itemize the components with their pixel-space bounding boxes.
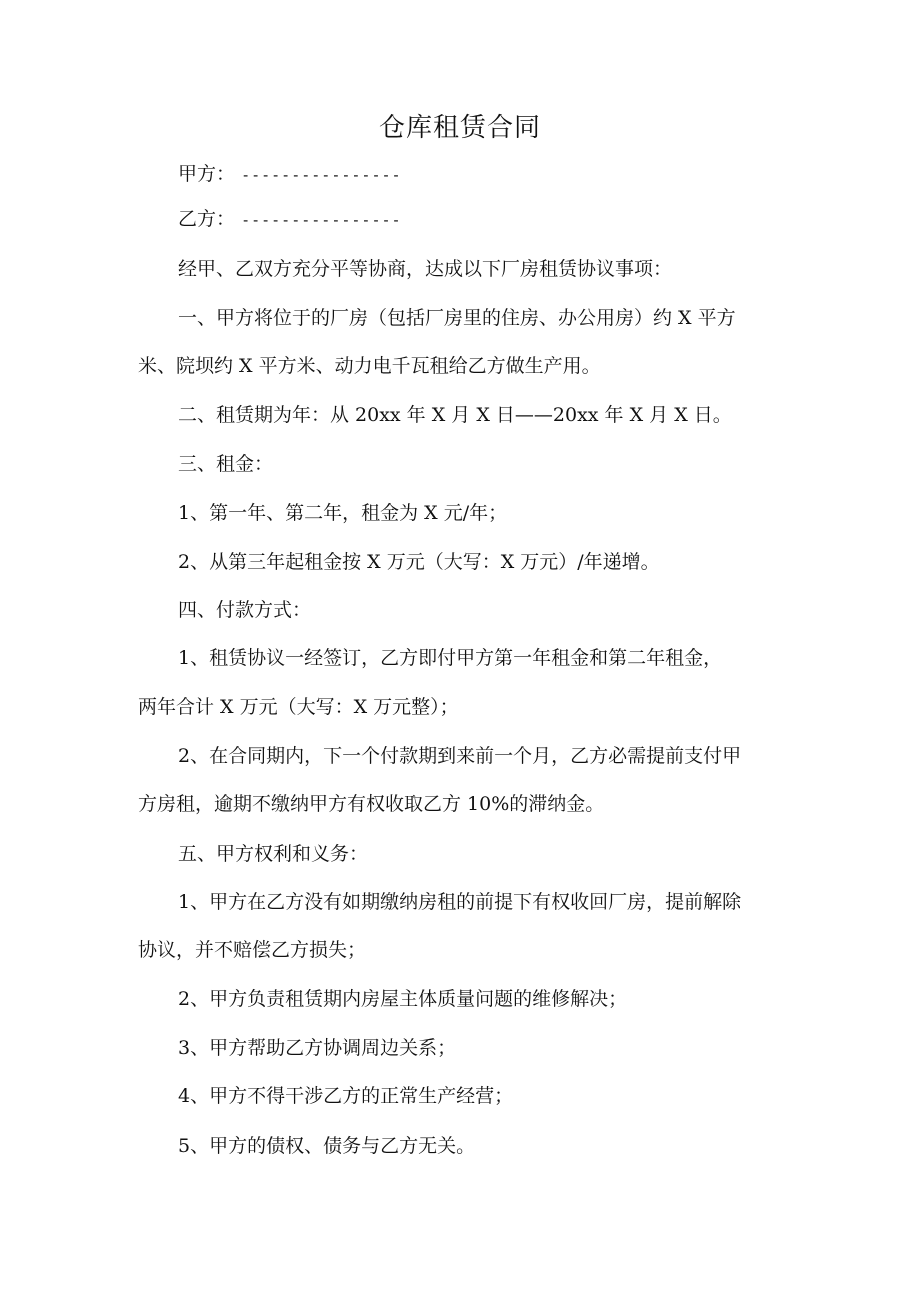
paragraph-rent-item-1: 1、第一年、第二年，租金为 X 元/年； (178, 502, 508, 524)
paragraph-section-2: 二、租赁期为年：从 20xx 年 X 月 X 日——20xx 年 X 月 X 日。 (178, 404, 732, 426)
party-b-line (138, 195, 824, 245)
paragraph-section-4-heading: 四、付款方式： (178, 599, 312, 621)
paragraph-obligation-item-1-continued: 协议，并不赔偿乙方损失； (138, 939, 367, 961)
paragraph-obligation-item-3: 3、甲方帮助乙方协调周边关系； (178, 1037, 457, 1059)
paragraph-payment-item-1: 1、租赁协议一经签订，乙方即付甲方第一年租金和第二年租金， (178, 647, 723, 669)
paragraph-payment-item-1-continued: 两年合计 X 万元（大写：X 万元整）； (138, 696, 459, 718)
party-b-blank: ---------------- (241, 211, 402, 229)
paragraph-obligation-item-4: 4、甲方不得干涉乙方的正常生产经营； (178, 1085, 514, 1107)
party-a-label: 甲方： (178, 163, 236, 185)
paragraph-section-3-heading: 三、租金： (178, 453, 274, 475)
paragraph-rent-item-2: 2、从第三年起租金按 X 万元（大写：X 万元）/年递增。 (178, 551, 660, 573)
paragraph-section-1-continued: 米、院坝约 X 平方米、动力电千瓦租给乙方做生产用。 (138, 355, 601, 377)
paragraph-payment-item-2: 2、在合同期内，下一个付款期到来前一个月，乙方必需提前支付甲 (178, 745, 742, 767)
paragraph-obligation-item-2: 2、甲方负责租赁期内房屋主体质量问题的维修解决； (178, 988, 628, 1010)
party-b-label: 乙方： (178, 208, 236, 230)
party-a-line (138, 150, 824, 200)
party-a-blank: ---------------- (241, 166, 402, 184)
paragraph-obligation-item-5: 5、甲方的债权、债务与乙方无关。 (178, 1135, 476, 1157)
paragraph-obligation-item-1: 1、甲方在乙方没有如期缴纳房租的前提下有权收回厂房，提前解除 (178, 891, 742, 913)
page-title: 仓库租赁合同 (378, 113, 541, 143)
paragraph-intro: 经甲、乙双方充分平等协商，达成以下厂房租赁协议事项： (178, 258, 673, 280)
paragraph-payment-item-2-continued: 方房租，逾期不缴纳甲方有权收取乙方 10%的滞纳金。 (138, 793, 605, 815)
paragraph-section-5-heading: 五、甲方权利和义务： (178, 843, 369, 865)
paragraph-section-1: 一、甲方将位于的厂房（包括厂房里的住房、办公用房）约 X 平方 (178, 307, 736, 329)
